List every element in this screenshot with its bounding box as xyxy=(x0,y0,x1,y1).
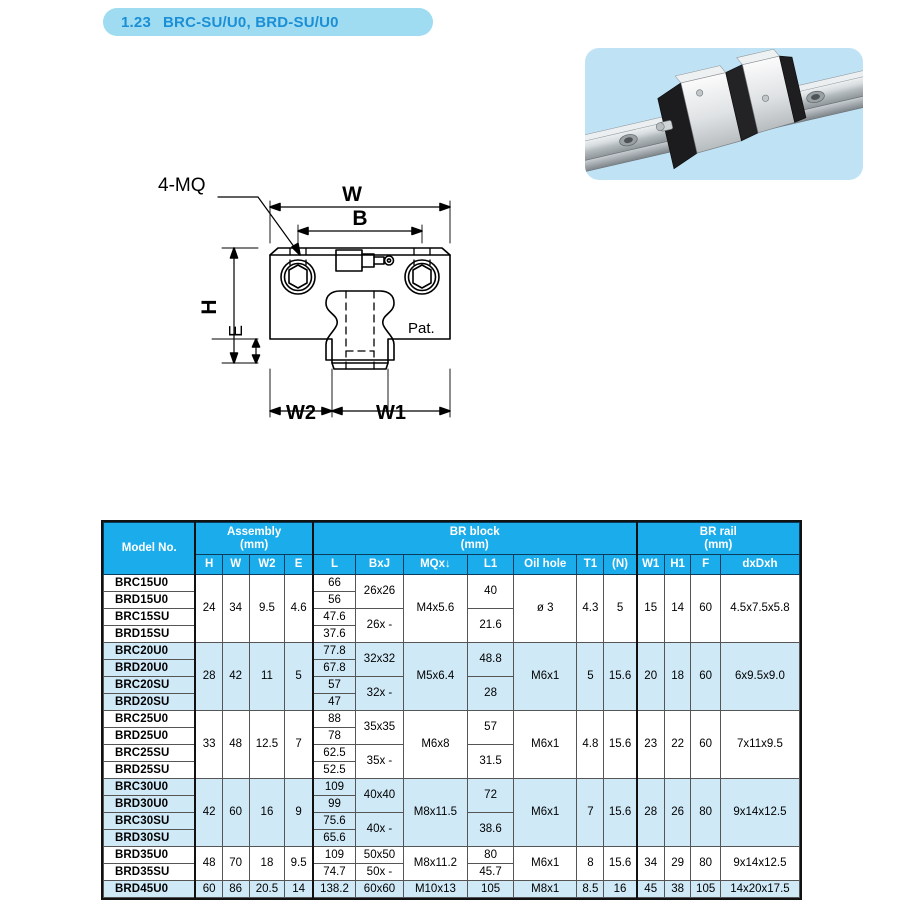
header-col-l1: L1 xyxy=(468,555,514,575)
label-4mq: 4-MQ xyxy=(158,175,206,196)
cell-n: 5 xyxy=(604,575,637,643)
table-header xyxy=(104,523,800,575)
header-group-br-rail xyxy=(637,523,800,555)
table-row xyxy=(104,711,800,728)
header-col-oil-hole: Oil hole xyxy=(514,555,577,575)
cross-section-drawing xyxy=(150,155,530,455)
cell-w1: 15 xyxy=(637,575,665,643)
cell-oil-hole: M6x1 xyxy=(514,847,577,881)
cell-h1: 22 xyxy=(664,711,691,779)
cell-w1: 34 xyxy=(637,847,665,881)
cell-f: 60 xyxy=(691,711,720,779)
cell-n: 15.6 xyxy=(604,711,637,779)
header-col-mq: MQx↓ xyxy=(403,555,467,575)
section-title-pill xyxy=(103,8,433,36)
cell-dxdxh: 9x14x12.5 xyxy=(720,847,799,881)
table-row xyxy=(104,643,800,660)
cell-l: 74.7 xyxy=(313,864,356,881)
cell-w1: 23 xyxy=(637,711,665,779)
cell-e: 9.5 xyxy=(285,847,313,881)
table-row xyxy=(104,575,800,592)
label-b: B xyxy=(352,207,368,230)
cell-model-no: BRD25U0 xyxy=(104,728,196,745)
product-photo-panel xyxy=(585,48,863,180)
cell-bxj: 35x - xyxy=(356,745,404,779)
cell-w1: 28 xyxy=(637,779,665,847)
label-w2: W2 xyxy=(286,402,316,424)
cell-mq: M5x6.4 xyxy=(403,643,467,711)
cell-l: 52.5 xyxy=(313,762,356,779)
cell-l: 65.6 xyxy=(313,830,356,847)
cell-l: 66 xyxy=(313,575,356,592)
cell-n: 15.6 xyxy=(604,847,637,881)
cell-l: 109 xyxy=(313,847,356,864)
cell-h: 24 xyxy=(195,575,222,643)
cell-w2: 18 xyxy=(249,847,285,881)
cell-model-no: BRD35U0 xyxy=(104,847,196,864)
cell-model-no: BRD30U0 xyxy=(104,796,196,813)
cell-l: 138.2 xyxy=(313,881,356,898)
header-group-assembly xyxy=(195,523,312,555)
header-group-br-block-label: BR block xyxy=(449,526,500,539)
header-col-bxj: BxJ xyxy=(356,555,404,575)
cell-w: 42 xyxy=(222,643,249,711)
header-group-br-block-unit: (mm) xyxy=(460,538,489,551)
header-col-t1: T1 xyxy=(577,555,604,575)
cell-l: 77.8 xyxy=(313,643,356,660)
cell-h1: 14 xyxy=(664,575,691,643)
cell-w1: 20 xyxy=(637,643,665,711)
cell-model-no: BRC30U0 xyxy=(104,779,196,796)
cell-bxj: 32x - xyxy=(356,677,404,711)
cell-f: 80 xyxy=(691,847,720,881)
label-pat: Pat. xyxy=(408,320,435,337)
cell-l1: 72 xyxy=(468,779,514,813)
cell-oil-hole: M6x1 xyxy=(514,711,577,779)
cell-h: 48 xyxy=(195,847,222,881)
specification-table xyxy=(103,522,800,898)
table-row xyxy=(104,881,800,898)
cell-model-no: BRD45U0 xyxy=(104,881,196,898)
header-col-w2: W2 xyxy=(249,555,285,575)
section-title-text: BRC-SU/U0, BRD-SU/U0 xyxy=(163,13,339,31)
cell-l1: 45.7 xyxy=(468,864,514,881)
cell-model-no: BRD20U0 xyxy=(104,660,196,677)
table-body xyxy=(104,575,800,898)
header-col-h: H xyxy=(195,555,222,575)
cell-e: 14 xyxy=(285,881,313,898)
cell-t1: 7 xyxy=(577,779,604,847)
cell-w2: 12.5 xyxy=(249,711,285,779)
cell-h1: 18 xyxy=(664,643,691,711)
cell-model-no: BRC25SU xyxy=(104,745,196,762)
cell-bxj: 50x - xyxy=(356,864,404,881)
cell-l: 37.6 xyxy=(313,626,356,643)
header-col-w: W xyxy=(222,555,249,575)
cell-h: 60 xyxy=(195,881,222,898)
linear-guide-illustration xyxy=(585,48,863,180)
cell-l: 75.6 xyxy=(313,813,356,830)
cell-w2: 11 xyxy=(249,643,285,711)
cell-l: 109 xyxy=(313,779,356,796)
header-group-br-rail-label: BR rail xyxy=(699,526,737,539)
section-number: 1.23 xyxy=(121,13,151,31)
cell-l: 57 xyxy=(313,677,356,694)
cell-t1: 4.8 xyxy=(577,711,604,779)
cell-bxj: 32x32 xyxy=(356,643,404,677)
cell-l: 56 xyxy=(313,592,356,609)
cell-l1: 80 xyxy=(468,847,514,864)
cell-w1: 45 xyxy=(637,881,665,898)
label-w1: W1 xyxy=(376,402,406,424)
cell-l1: 21.6 xyxy=(468,609,514,643)
cell-oil-hole: ø 3 xyxy=(514,575,577,643)
cell-h: 33 xyxy=(195,711,222,779)
cell-n: 15.6 xyxy=(604,643,637,711)
header-group-assembly-unit: (mm) xyxy=(240,538,269,551)
cell-dxdxh: 4.5x7.5x5.8 xyxy=(720,575,799,643)
cell-l: 88 xyxy=(313,711,356,728)
header-group-assembly-label: Assembly xyxy=(226,526,282,539)
label-e: E xyxy=(226,324,246,338)
header-col-l: L xyxy=(313,555,356,575)
cell-l1: 48.8 xyxy=(468,643,514,677)
header-model-no: Model No. xyxy=(104,523,196,575)
cell-h1: 38 xyxy=(664,881,691,898)
cell-e: 5 xyxy=(285,643,313,711)
cell-l: 47.6 xyxy=(313,609,356,626)
cell-e: 9 xyxy=(285,779,313,847)
cell-model-no: BRC30SU xyxy=(104,813,196,830)
cell-e: 4.6 xyxy=(285,575,313,643)
cell-dxdxh: 14x20x17.5 xyxy=(720,881,799,898)
cell-bxj: 26x - xyxy=(356,609,404,643)
cell-oil-hole: M6x1 xyxy=(514,779,577,847)
cell-f: 60 xyxy=(691,643,720,711)
cell-w: 34 xyxy=(222,575,249,643)
cell-model-no: BRD25SU xyxy=(104,762,196,779)
cell-bxj: 50x50 xyxy=(356,847,404,864)
cell-model-no: BRC25U0 xyxy=(104,711,196,728)
table-row xyxy=(104,847,800,864)
cell-dxdxh: 7x11x9.5 xyxy=(720,711,799,779)
header-col-w1: W1 xyxy=(637,555,665,575)
cell-w: 48 xyxy=(222,711,249,779)
cell-bxj: 26x26 xyxy=(356,575,404,609)
cell-h: 42 xyxy=(195,779,222,847)
cell-mq: M6x8 xyxy=(403,711,467,779)
cell-mq: M8x11.5 xyxy=(403,779,467,847)
cell-model-no: BRD20SU xyxy=(104,694,196,711)
header-col-e: E xyxy=(285,555,313,575)
cell-bxj: 40x40 xyxy=(356,779,404,813)
cell-w2: 9.5 xyxy=(249,575,285,643)
cell-model-no: BRC15SU xyxy=(104,609,196,626)
table-row xyxy=(104,779,800,796)
cell-h: 28 xyxy=(195,643,222,711)
cell-w: 86 xyxy=(222,881,249,898)
cell-l1: 57 xyxy=(468,711,514,745)
cell-model-no: BRD35SU xyxy=(104,864,196,881)
cell-l1: 28 xyxy=(468,677,514,711)
cell-bxj: 35x35 xyxy=(356,711,404,745)
cell-model-no: BRD15U0 xyxy=(104,592,196,609)
cell-l: 78 xyxy=(313,728,356,745)
cell-mq: M4x5.6 xyxy=(403,575,467,643)
header-col-n: (N) xyxy=(604,555,637,575)
cell-bxj: 60x60 xyxy=(356,881,404,898)
cell-mq: M8x11.2 xyxy=(403,847,467,881)
cell-oil-hole: M6x1 xyxy=(514,643,577,711)
cell-l: 62.5 xyxy=(313,745,356,762)
cell-e: 7 xyxy=(285,711,313,779)
cell-f: 60 xyxy=(691,575,720,643)
cell-h1: 29 xyxy=(664,847,691,881)
cell-bxj: 40x - xyxy=(356,813,404,847)
label-h: H xyxy=(198,299,221,315)
cell-n: 15.6 xyxy=(604,779,637,847)
cell-model-no: BRC15U0 xyxy=(104,575,196,592)
cell-model-no: BRC20U0 xyxy=(104,643,196,660)
header-col-f: F xyxy=(691,555,720,575)
cell-w: 70 xyxy=(222,847,249,881)
cell-l1: 40 xyxy=(468,575,514,609)
cell-l: 99 xyxy=(313,796,356,813)
header-group-br-block xyxy=(313,523,637,555)
cell-l1: 105 xyxy=(468,881,514,898)
cell-model-no: BRD30SU xyxy=(104,830,196,847)
cell-l: 67.8 xyxy=(313,660,356,677)
cell-f: 105 xyxy=(691,881,720,898)
cell-w: 60 xyxy=(222,779,249,847)
cell-oil-hole: M8x1 xyxy=(514,881,577,898)
cell-t1: 4.3 xyxy=(577,575,604,643)
label-w: W xyxy=(342,183,362,206)
cell-w2: 16 xyxy=(249,779,285,847)
header-col-dxdxh: dxDxh xyxy=(720,555,799,575)
cell-t1: 8 xyxy=(577,847,604,881)
cell-l1: 38.6 xyxy=(468,813,514,847)
cell-dxdxh: 9x14x12.5 xyxy=(720,779,799,847)
cell-t1: 5 xyxy=(577,643,604,711)
cell-t1: 8.5 xyxy=(577,881,604,898)
cell-f: 80 xyxy=(691,779,720,847)
cell-mq: M10x13 xyxy=(403,881,467,898)
cell-dxdxh: 6x9.5x9.0 xyxy=(720,643,799,711)
cell-model-no: BRD15SU xyxy=(104,626,196,643)
cell-w2: 20.5 xyxy=(249,881,285,898)
cell-l1: 31.5 xyxy=(468,745,514,779)
header-group-br-rail-unit: (mm) xyxy=(704,538,733,551)
cell-model-no: BRC20SU xyxy=(104,677,196,694)
header-col-h1: H1 xyxy=(664,555,691,575)
cell-h1: 26 xyxy=(664,779,691,847)
cell-n: 16 xyxy=(604,881,637,898)
cell-l: 47 xyxy=(313,694,356,711)
